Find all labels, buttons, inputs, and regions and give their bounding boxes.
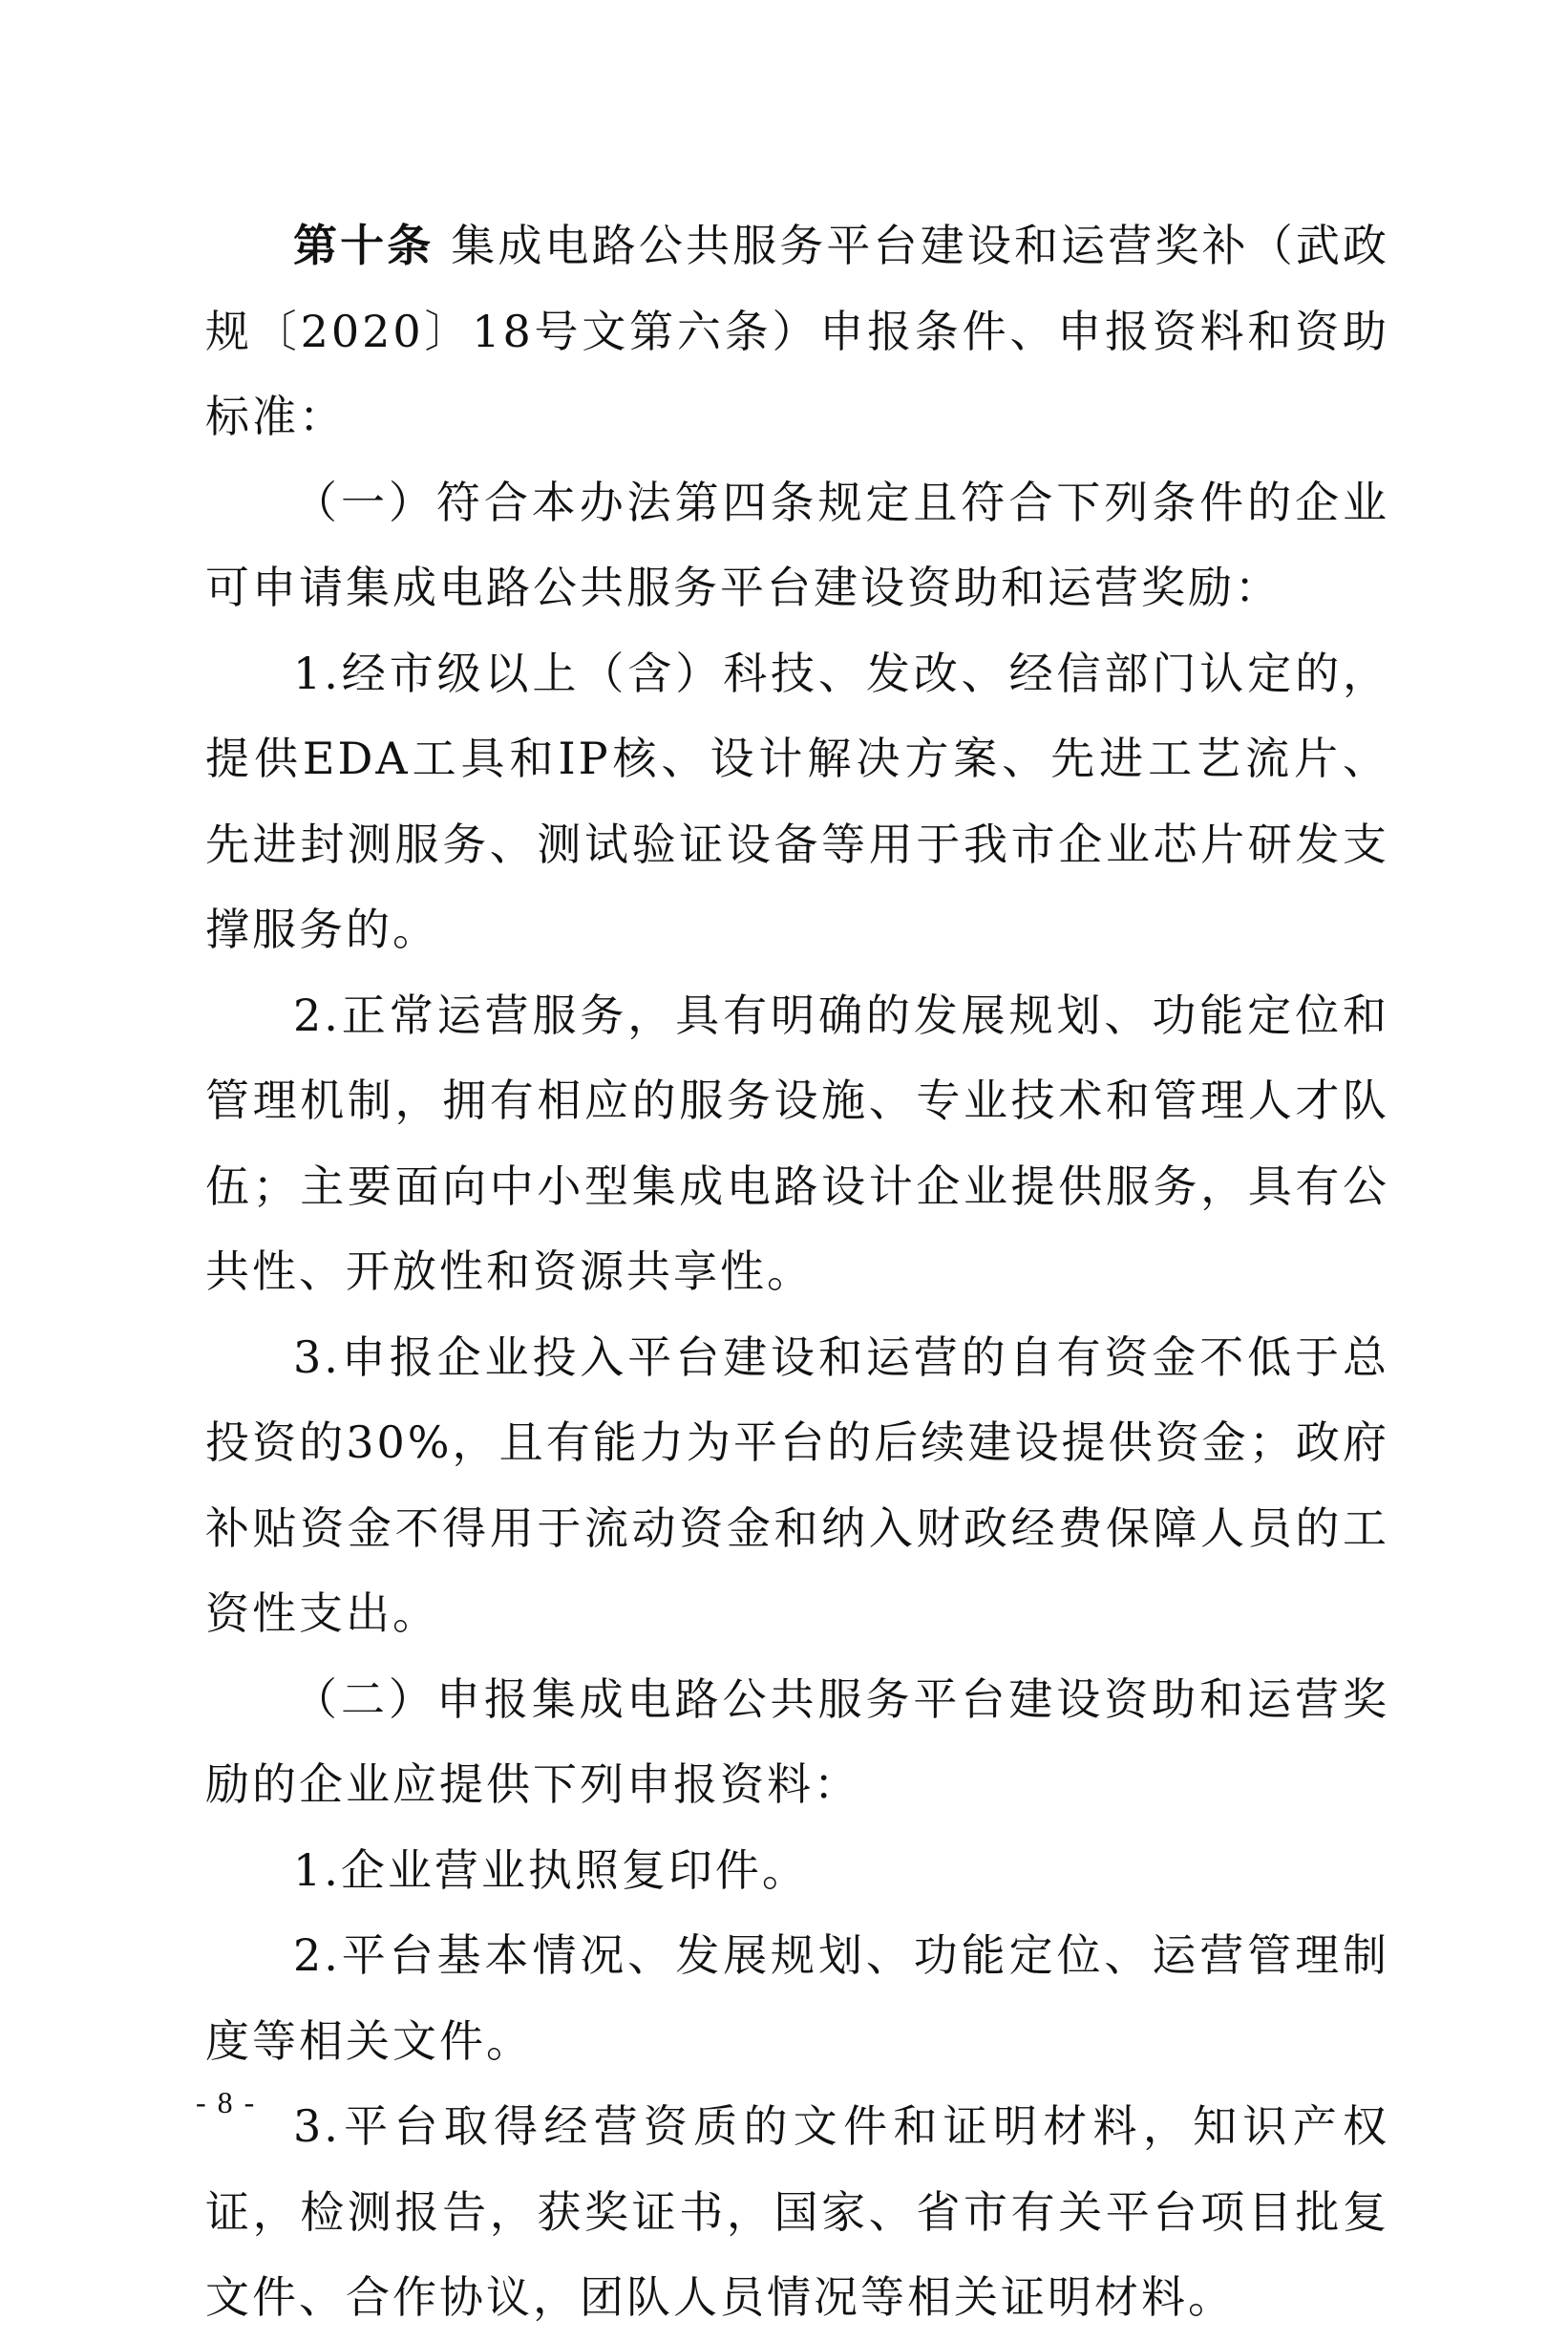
section-2-item-1: 1.企业营业执照复印件。 bbox=[293, 1843, 809, 1896]
section-2-title: （二）申报集成电路公共服务平台建设资助和运营奖励的企业应提供下列申报资料： bbox=[205, 1672, 1389, 1810]
article-paragraph bbox=[205, 203, 1389, 460]
section-2-item-2: 2.平台基本情况、发展规划、功能定位、运营管理制度等相关文件。 bbox=[205, 1929, 1389, 2067]
section-1-item-3: 3.申报企业投入平台建设和运营的自有资金不低于总投资的30%，且有能力为平台的后续建设提供资金；政府补贴资金不得用于流动资金和纳入财政经费保障人员的工资性支出。 bbox=[205, 1330, 1389, 1639]
section-2-item-3: 3.平台取得经营资质的文件和证明材料，知识产权证，检测报告，获奖证书，国家、省市有关平台项目批复文件、合作协议，团队人员情况等相关证明材料。 bbox=[205, 2100, 1389, 2323]
document-body bbox=[205, 203, 1389, 2341]
page-number: - 8 - bbox=[196, 2085, 257, 2119]
section-1-title: （一）符合本办法第四条规定且符合下列条件的企业可申请集成电路公共服务平台建设资助和运营奖励： bbox=[205, 476, 1389, 613]
section-1-item-1: 1.经市级以上（含）科技、发改、经信部门认定的，提供EDA工具和IP核、设计解决方案、先进工艺流片、先进封测服务、测试验证设备等用于我市企业芯片研发支撑服务的。 bbox=[205, 647, 1389, 955]
article-heading: 第十条 bbox=[293, 220, 434, 271]
article-intro: 集成电路公共服务平台建设和运营奖补（武政规〔2020〕18号文第六条）申报条件、申报资料和资助标准： bbox=[205, 220, 1390, 442]
section-1-item-2: 2.正常运营服务，具有明确的发展规划、功能定位和管理机制，拥有相应的服务设施、专业技术和管理人才队伍；主要面向中小型集成电路设计企业提供服务，具有公共性、开放性和资源共享性。 bbox=[205, 989, 1389, 1297]
